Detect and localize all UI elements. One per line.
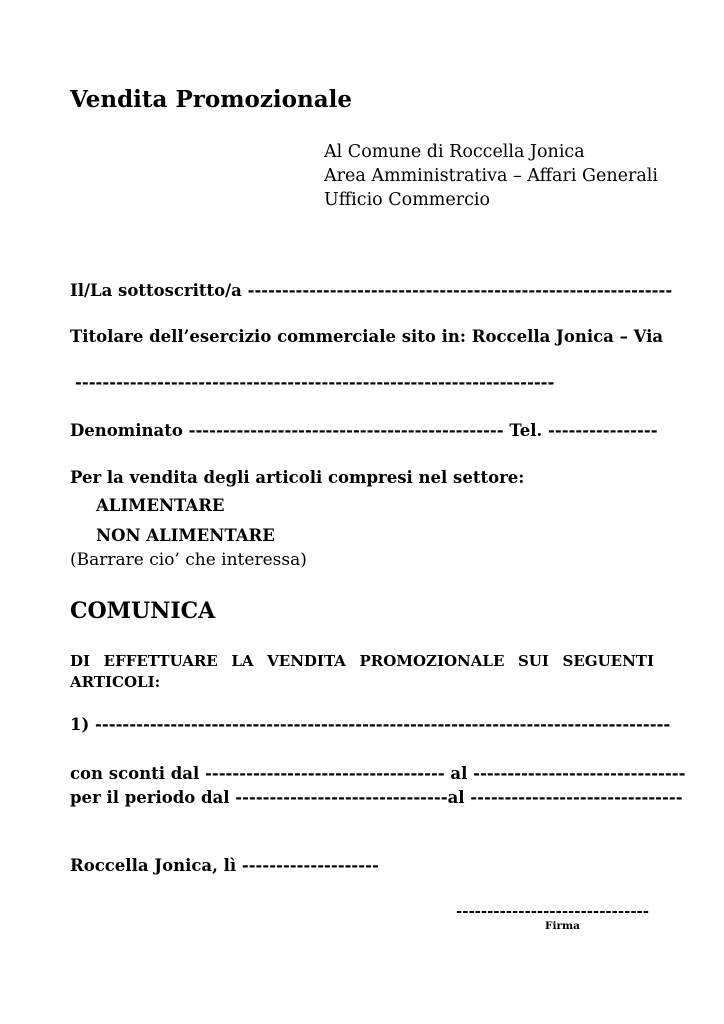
option-alimentare: ALIMENTARE — [96, 496, 225, 515]
document-title: Vendita Promozionale — [70, 86, 353, 113]
owner-address-line: Titolare dell’esercizio commerciale sito in: Roccella Jonica – Via — [70, 327, 664, 346]
strike-instruction: (Barrare cio’ che interessa) — [70, 550, 307, 570]
recipient-line-3: Ufficio Commercio — [324, 190, 491, 210]
undersigned-field: Il/La sottoscritto/a -------------------------------------------------------------- — [70, 281, 673, 300]
sector-intro: Per la vendita degli articoli compresi nel settore: — [70, 468, 525, 487]
option-non-alimentare: NON ALIMENTARE — [96, 526, 275, 545]
place-date-field: Roccella Jonica, lì -------------------- — [70, 856, 379, 875]
recipient-line-1: Al Comune di Roccella Jonica — [324, 142, 585, 162]
recipient-line-2: Area Amministrativa – Affari Generali — [324, 166, 658, 186]
period-range-field: per il periodo dal -------------------------------al ------------------------------- — [70, 788, 683, 807]
comunica-heading: COMUNICA — [70, 598, 216, 624]
discount-range-field: con sconti dal ----------------------------------- al ------------------------------- — [70, 764, 686, 783]
signature-label: Firma — [545, 920, 580, 932]
name-tel-field: Denominato ---------------------------------------------- Tel. ---------------- — [70, 421, 658, 440]
signature-line: ------------------------------- — [456, 902, 649, 920]
item-1-field: 1) ------------------------------------------------------------------------------------ — [70, 715, 671, 734]
effettuare-statement: DI EFFETTUARE LA VENDITA PROMOZIONALE SUI SEGUENTI ARTICOLI: — [70, 652, 654, 691]
address-blank-line: ---------------------------------------------------------------------- — [75, 373, 555, 392]
